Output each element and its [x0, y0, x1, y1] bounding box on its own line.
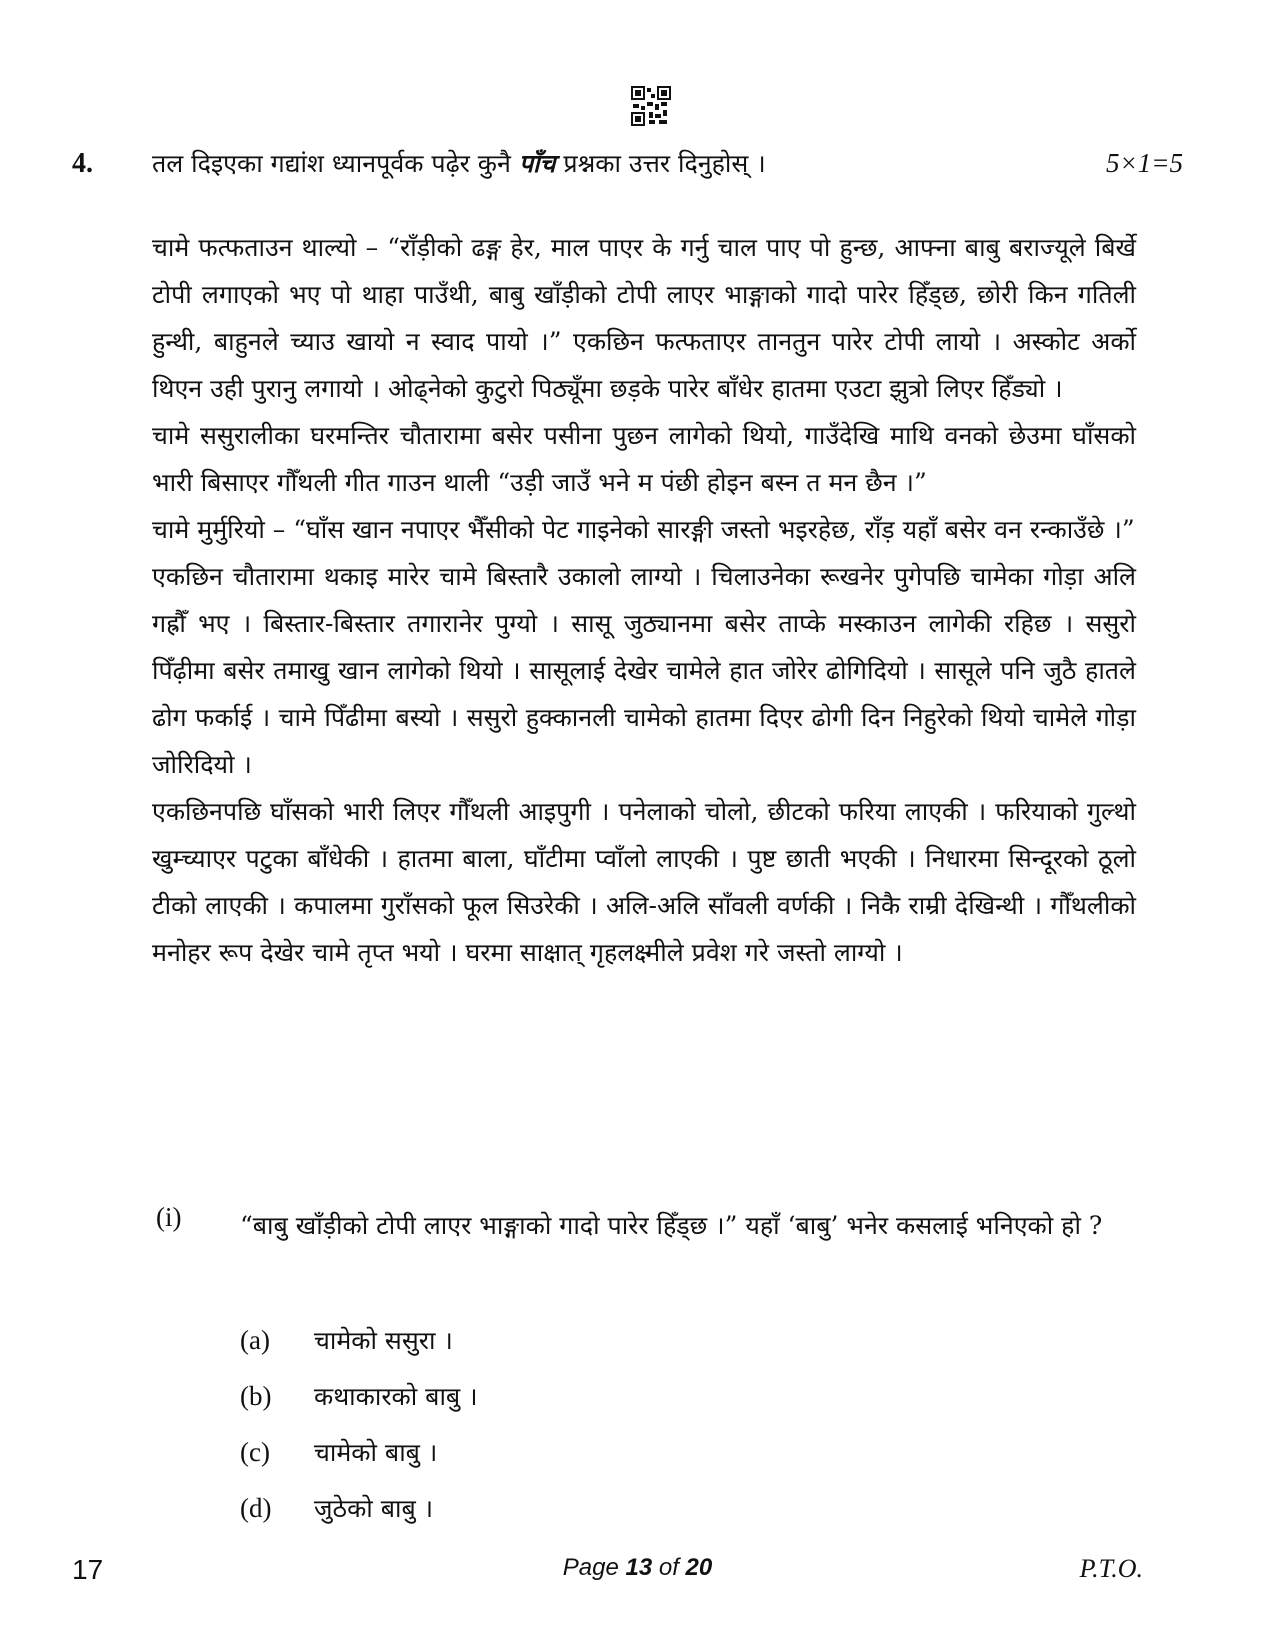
subquestion-number: (i) — [156, 1202, 182, 1232]
question-number: 4. — [72, 148, 93, 179]
page-total: 20 — [685, 1554, 713, 1581]
page-prefix: Page — [562, 1554, 626, 1581]
pto-label: P.T.O. — [1079, 1554, 1143, 1583]
question-instruction — [152, 146, 766, 180]
option-c — [240, 1424, 478, 1480]
option-label: (c) — [240, 1436, 270, 1467]
subquestion-text: “बाबु खाँड़ीको टोपी लाएर भाङ्गाको गादो पारेर हिँड्छ ।” यहाँ ‘बाबु’ भनेर कसलाई भनिएको हो ? — [240, 1211, 1103, 1240]
option-label: (a) — [240, 1324, 270, 1355]
passage-paragraph-2: चामे ससुरालीका घरमन्तिर चौतारामा बसेर पसीना पुछन लागेको थियो, गाउँदेखि माथि वनको छेउमा घाँसको भारी बिसाएर गौँथली गीत गाउन थाली “उड़ी जाउँ भने म पंछी होइन बस्न त मन छैन ।” — [152, 421, 1136, 497]
qr-code-icon — [631, 86, 671, 126]
passage-paragraph-1: चामे फत्फताउन थाल्यो – “राँड़ीको ढङ्ग हेर, माल पाएर के गर्नु चाल पाए पो हुन्छ, आफ्ना बाबु बराज्यूले बिर्खे टोपी लगाएको भए पो थाहा पाउँथी, बाबु खाँड़ीको टोपी लाएर भाङ्गाको गादो पारेर हिँड्छ, छोरी किन गतिली हुन्थी, बाहुनले च्याउ खायो न स्वाद पायो ।” एकछिन फत्फताएर तानतुन पारेर टोपी लायो । अस्कोट अर्को थिएन उही पुरानु लगायो । ओढ्नेको कुटुरो पिठ्यूँमा छड़के पारेर बाँधेर हातमा एउटा झुत्रो लिएर हिँड्यो । — [152, 233, 1136, 403]
passage-paragraph-5: एकछिनपछि घाँसको भारी लिएर गौँथली आइपुगी । पनेलाको चोलो, छीटको फरिया लाएकी । फरियाको गुल्थो खुम्च्याएर पटुका बाँधेकी । हातमा बाला, घाँटीमा प्वाँलो लाएकी । पुष्ट छाती भएकी । निधारमा सिन्दूरको ठूलो टीको लाएकी । कपालमा गुराँसको फूल सिउरेकी । अलि-अलि साँवली वर्णकी । निकै राम्री देखिन्थी । गौँथलीको मनोहर रूप देखेर चामे तृप्त भयो । घरमा साक्षात् गृहलक्ष्मीले प्रवेश गरे जस्तो लाग्यो । — [152, 797, 1136, 967]
passage-paragraph-4: एकछिन चौतारामा थकाइ मारेर चामे बिस्तारै उकालो लाग्यो । चिलाउनेका रूखनेर पुगेपछि चामेका गोड़ा अलि गह्रौँ भए । बिस्तार-बिस्तार तगारानेर पुग्यो । सासू जुठ्यानमा बसेर ताप्के मस्काउन लागेकी रहिछ । ससुरो पिँढ़ीमा बसेर तमाखु खान लागेको थियो । सासूलाई देखेर चामेले हात जोरेर ढोगिदियो । सासूले पनि जुठै हातले ढोग फर्काई । चामे पिँढीमा बस्यो । ससुरो हुक्कानली चामेको हातमा दिएर ढोगी दिन निहुरेको थियो चामेले गोड़ा जोरिदियो । — [152, 562, 1136, 779]
question-marks: 5×1=5 — [1106, 148, 1183, 178]
option-a — [240, 1312, 478, 1368]
option-d — [240, 1480, 478, 1536]
answer-options — [240, 1312, 478, 1536]
paper-code: 17 — [72, 1554, 104, 1585]
option-text: जुठेको बाबु । — [314, 1494, 434, 1523]
page-of: of — [652, 1554, 686, 1581]
subquestion — [152, 1202, 1136, 1250]
option-b — [240, 1368, 478, 1424]
instruction-emphasis: पाँच — [518, 149, 556, 178]
option-label: (d) — [240, 1492, 272, 1523]
page-current: 13 — [625, 1554, 653, 1581]
option-text: कथाकारको बाबु । — [314, 1382, 478, 1411]
option-text: चामेको बाबु । — [314, 1438, 438, 1467]
passage-paragraph-3: चामे मुर्मुरियो – “घाँस खान नपाएर भैँसीको पेट गाइनेको सारङ्गी जस्तो भइरहेछ, राँड़ यहाँ बसेर वन रन्काउँछे ।” — [152, 515, 1135, 544]
passage — [152, 224, 1136, 976]
instruction-text-after: प्रश्नका उत्तर दिनुहोस् । — [555, 149, 766, 178]
instruction-text-before: तल दिइएका गद्यांश ध्यानपूर्वक पढ़ेर कुनै — [152, 149, 519, 178]
option-text: चामेको ससुरा । — [314, 1326, 453, 1355]
option-label: (b) — [240, 1380, 272, 1411]
